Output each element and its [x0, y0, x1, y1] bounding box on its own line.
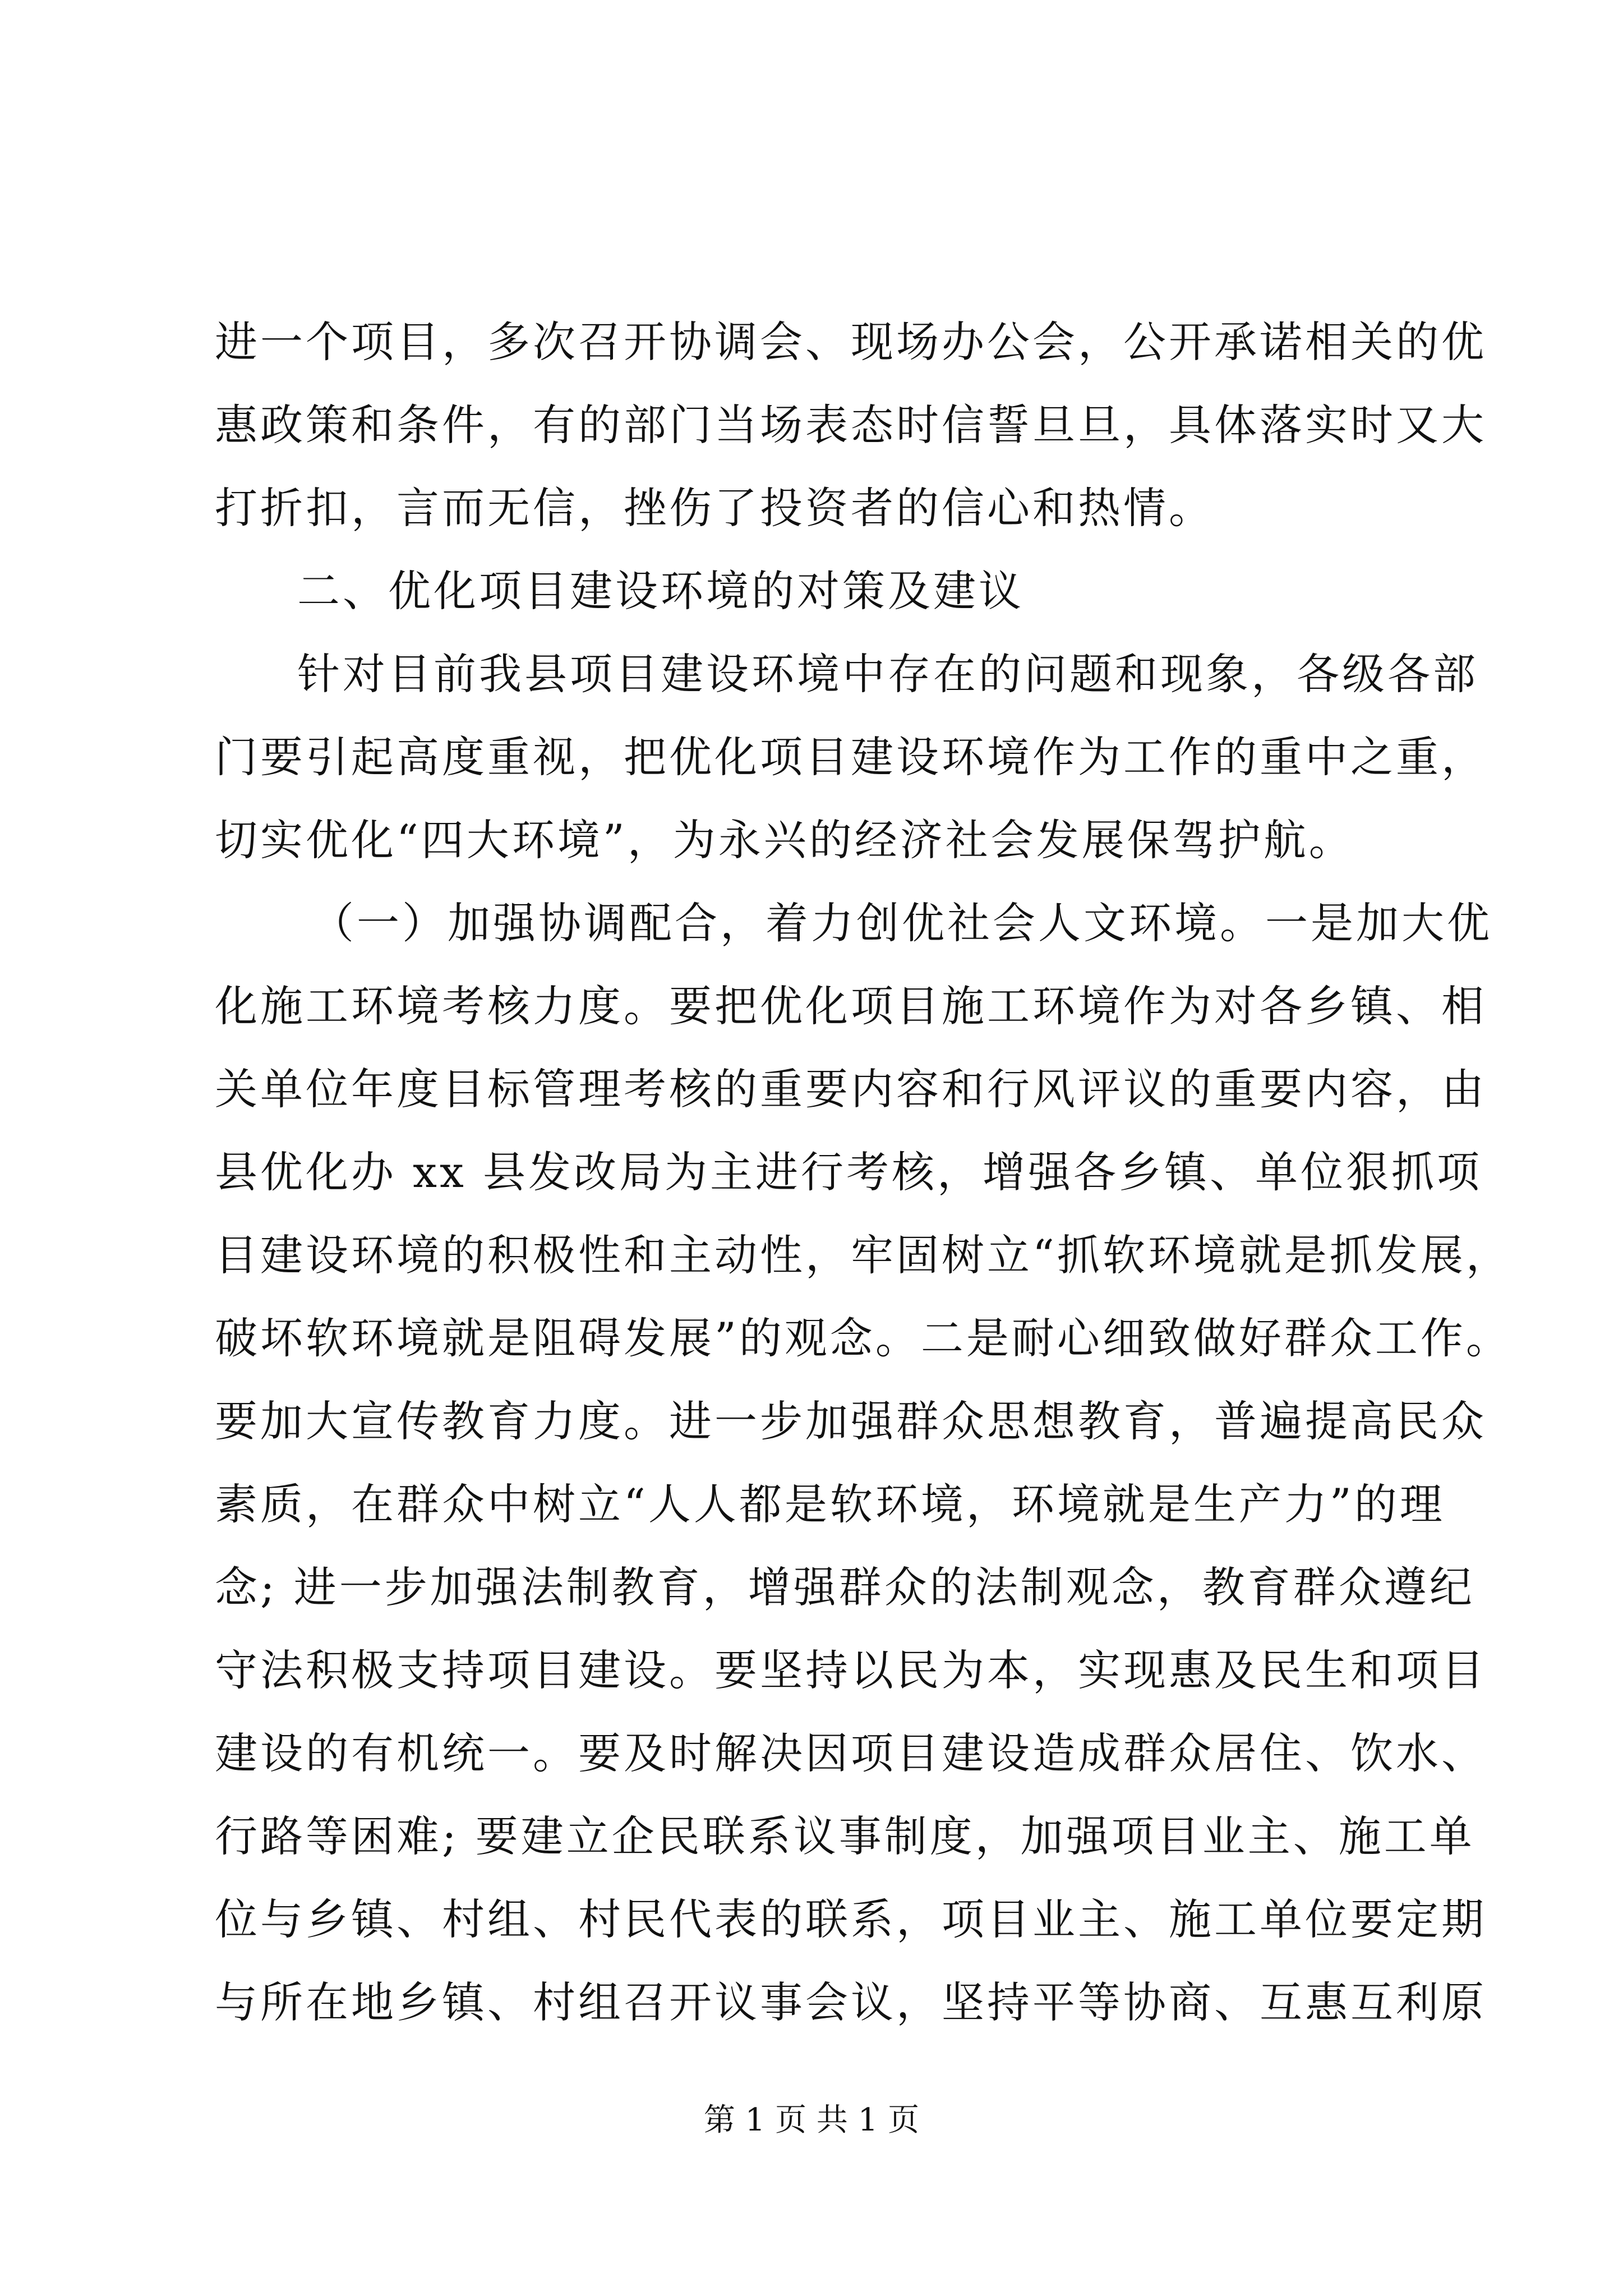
body-text-line: 门要引起高度重视，把优化项目建设环境作为工作的重中之重，: [215, 732, 1487, 782]
page-footer: 第 1 页 共 1 页: [703, 2102, 920, 2138]
body-text-line: 化施工环境考核力度。要把优化项目施工环境作为对各乡镇、相: [215, 981, 1487, 1031]
body-text-line: 目建设环境的积极性和主动性，牢固树立“抓软环境就是抓发展，: [215, 1230, 1511, 1280]
body-text-line: 针对目前我县项目建设环境中存在的问题和现象，各级各部: [297, 649, 1478, 699]
body-text-line: 行路等困难; 要建立企民联系议事制度，加强项目业主、施工单: [215, 1811, 1475, 1861]
body-text-line: 建设的有机统一。要及时解决因项目建设造成群众居住、饮水、: [215, 1728, 1487, 1778]
body-text-line: 位与乡镇、村组、村民代表的联系，项目业主、施工单位要定期: [215, 1894, 1487, 1944]
body-text-line: 关单位年度目标管理考核的重要内容和行风评议的重要内容，由: [215, 1064, 1487, 1114]
body-text-line: 切实优化“四大环境”，为永兴的经济社会发展保驾护航。: [215, 815, 1354, 865]
section-heading: 二、优化项目建设环境的对策及建议: [297, 566, 1024, 616]
body-text-line: 打折扣，言而无信，挫伤了投资者的信心和热情。: [215, 483, 1214, 533]
body-text-line: 念; 进一步加强法制教育，增强群众的法制观念，教育群众遵纪: [215, 1562, 1475, 1612]
subsection-heading-line: （一）加强协调配合，着力创优社会人文环境。一是加大优: [311, 898, 1492, 948]
body-text-line: 破坏软环境就是阻碍发展”的观念。二是耐心细致做好群众工作。: [215, 1313, 1511, 1363]
body-text-line: 要加大宣传教育力度。进一步加强群众思想教育，普遍提高民众: [215, 1396, 1487, 1446]
body-text-line: 守法积极支持项目建设。要坚持以民为本，实现惠及民生和项目: [215, 1645, 1487, 1695]
body-text-line: 县优化办 xx 县发改局为主进行考核，增强各乡镇、单位狠抓项: [215, 1147, 1483, 1197]
body-text-line: 进一个项目，多次召开协调会、现场办公会，公开承诺相关的优: [215, 317, 1487, 367]
body-text-line: 素质，在群众中树立“人人都是软环境，环境就是生产力”的理: [215, 1479, 1445, 1529]
body-text-line: 与所在地乡镇、村组召开议事会议，坚持平等协商、互惠互利原: [215, 1977, 1487, 2027]
body-text-line: 惠政策和条件，有的部门当场表态时信誓旦旦，具体落实时又大: [215, 400, 1487, 450]
